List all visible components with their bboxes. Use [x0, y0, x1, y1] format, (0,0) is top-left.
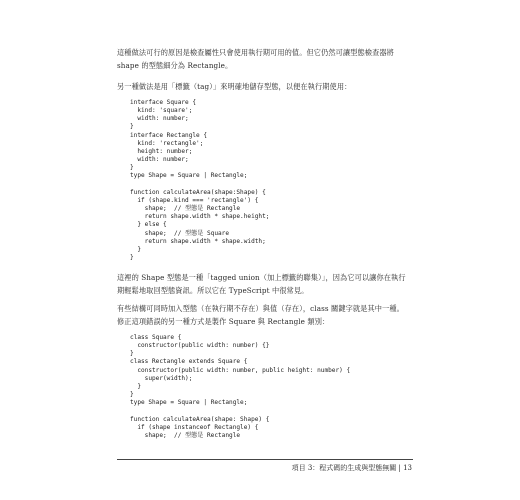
paragraph-1: 這種做法可行的原因是檢查屬性只會使用執行期可用的值。但它仍然可讓型態檢查器將 shape 的型態細分為 Rectangle。	[117, 48, 394, 70]
footer-rule	[117, 459, 413, 460]
code-block-class: class Square { constructor(public width: number) {} } class Rectangle extends Square { constructor(public width: number, public height: number) { super(width); } } type Shape = Square | Rectangle; function calculateArea(shape: Shape) { if (shape instanceof Rectangle) { shape; // 型態是 Rectangle	[130, 334, 351, 439]
paragraph-2: 另一種做法是用「標籤（tag）」來明確地儲存型態，以便在執行期使用：	[117, 82, 352, 91]
page-footer: 項目 3：程式碼的生成與型態無關 | 13	[291, 464, 412, 472]
paragraph-3: 這裡的 Shape 型態是一種「tagged union（加上標籤的聯集）」，因為它可以讓你在執行期輕鬆地取回型態資訊。所以它在 TypeScript 中很常見。	[117, 273, 406, 295]
code-block-tagged-union: interface Square { kind: 'square'; width: number; } interface Rectangle { kind: 'rectangle'; height: number; width: number; } type Shape = Square | Rectangle; function calculateArea(shape:Shape) { if (shape.kind === 'rectangle') { shape; // 型態是 Rectangle return shape.width * shape.height; } else { shape; // 型態是 Square return shape.width * shape.width; } }	[130, 99, 270, 261]
paragraph-4: 有些結構可同時加入型態（在執行期不存在）與值（存在），class 關鍵字就是其中一種。修正這項錯誤的另一種方式是製作 Square 與 Rectangle 類別：	[117, 304, 404, 326]
